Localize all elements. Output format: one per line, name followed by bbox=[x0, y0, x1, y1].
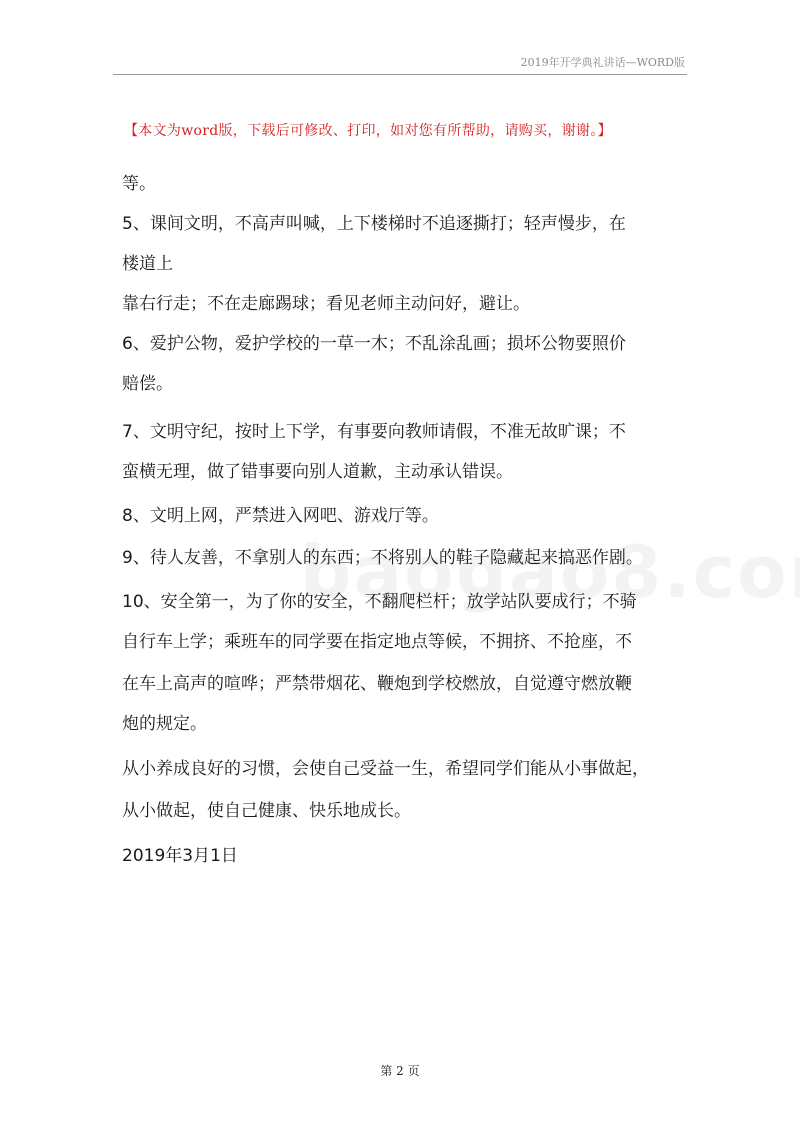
body-line: 靠右行走；不在走廊踢球；看见老师主动问好，避让。 bbox=[122, 294, 530, 314]
body-line: 7、文明守纪，按时上下学，有事要向教师请假，不准无故旷课；不 bbox=[122, 422, 626, 442]
body-line: 炮的规定。 bbox=[122, 714, 207, 734]
body-line: 5、课间文明，不高声叫喊，上下楼梯时不追逐撕打；轻声慢步，在 bbox=[122, 214, 626, 234]
page-header: 2019年开学典礼讲话—WORD版 bbox=[520, 56, 685, 69]
date-line: 2019年3月1日 bbox=[122, 846, 238, 866]
body-line: 从小养成良好的习惯，会使自己受益一生，希望同学们能从小事做起， bbox=[122, 759, 649, 779]
body-line: 10、安全第一，为了你的安全，不翻爬栏杆；放学站队要成行；不骑 bbox=[122, 592, 637, 612]
body-line: 等。 bbox=[122, 174, 156, 194]
body-line: 9、待人友善，不拿别人的东西；不将别人的鞋子隐藏起来搞恶作剧。 bbox=[122, 548, 643, 568]
body-line: 自行车上学；乘班车的同学要在指定地点等候，不拥挤、不抢座，不 bbox=[122, 632, 632, 652]
body-line: 蛮横无理，做了错事要向别人道歉，主动承认错误。 bbox=[122, 462, 513, 482]
download-notice: 【本文为word版，下载后可修改、打印，如对您有所帮助，请购买，谢谢。】 bbox=[124, 123, 612, 139]
body-line: 赔偿。 bbox=[122, 374, 173, 394]
body-line: 8、文明上网，严禁进入网吧、游戏厅等。 bbox=[122, 506, 439, 526]
body-line: 6、爱护公物，爱护学校的一草一木；不乱涂乱画；损坏公物要照价 bbox=[122, 334, 626, 354]
page-number: 第 2 页 bbox=[380, 1064, 420, 1078]
body-line: 楼道上 bbox=[122, 254, 173, 274]
body-line: 在车上高声的喧哗；严禁带烟花、鞭炮到学校燃放，自觉遵守燃放鞭 bbox=[122, 674, 632, 694]
body-line: 从小做起，使自己健康、快乐地成长。 bbox=[122, 801, 411, 821]
header-divider bbox=[113, 74, 687, 75]
